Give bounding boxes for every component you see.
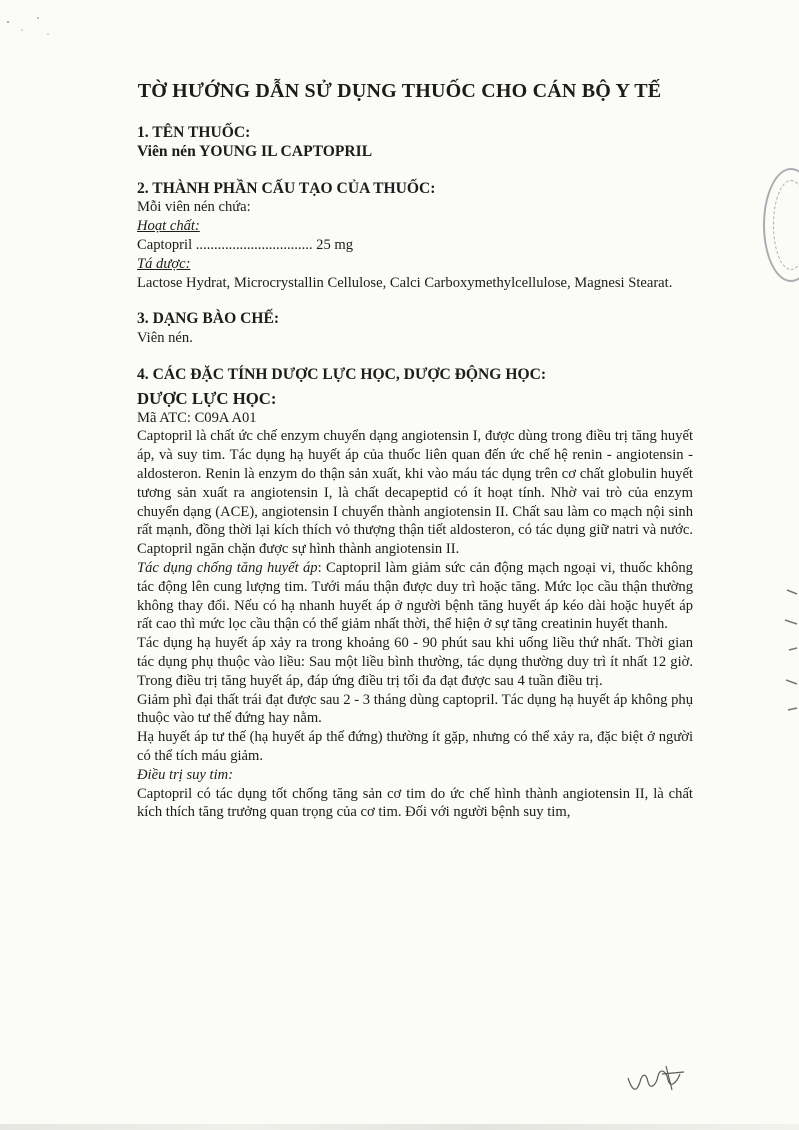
excipient-list: Lactose Hydrat, Microcrystallin Cellulose, Calci Carboxymethylcellulose, Magnesi Stearat. <box>137 274 673 291</box>
section-3-heading: 3. DẠNG BÀO CHẾ: <box>137 310 280 328</box>
official-stamp <box>763 168 799 282</box>
antihypertensive-paragraph <box>137 559 693 634</box>
document-body <box>137 124 693 822</box>
lvh-paragraph: Giảm phì đại thất trái đạt được sau 2 - 3 tháng dùng captopril. Tác dụng hạ huyết áp không phụ thuộc vào tư thế đứng hay nằm. <box>137 691 693 727</box>
heart-failure-label: Điều trị suy tim: <box>137 766 234 783</box>
atc-code: Mã ATC: C09A A01 <box>137 409 257 426</box>
onset-paragraph: Tác dụng hạ huyết áp xảy ra trong khoảng 60 - 90 phút sau khi uống liều thứ nhất. Thời gian tác dụng phụ thuộc vào liều: Sau một liều bình thường, tác dụng thường duy trì ít nhất 12 giờ. Trong điều trị tăng huyết áp, đáp ứng điều trị tối đa đạt được sau 4 tuần điều trị. <box>137 635 693 689</box>
scan-speckle <box>0 0 60 50</box>
page-edge-marks <box>783 580 799 730</box>
section-2-heading: 2. THÀNH PHẦN CẤU TẠO CỦA THUỐC: <box>137 179 436 197</box>
active-ingredient-label: Hoạt chất: <box>137 218 200 235</box>
antihypertensive-label: Tác dụng chống tăng huyết áp <box>137 559 318 576</box>
antihypertensive-text: : Captopril làm giảm sức cản động mạch ngoại vi, thuốc không tác động lên cung lượng tim. Tưới máu thận được duy trì hoặc tăng. Mức lọc cầu thận thường không thay đổi. Nếu có hạ nhanh huyết áp ở người bệnh tăng huyết áp kéo dài hoặc huyết áp rất cao thì mức lọc cầu thận có thể giảm nhất thời, thể hiện ở sự tăng creatinin huyết thanh. <box>137 559 693 633</box>
excipient-label: Tá dược: <box>137 255 191 272</box>
composition-intro: Mỗi viên nén chứa: <box>137 199 251 216</box>
heart-failure-paragraph: Captopril có tác dụng tốt chống tăng sản cơ tim do ức chế hình thành angiotensin II, là chất kích thích tăng trưởng quan trọng của cơ tim. Đối với người bệnh suy tim, <box>137 785 693 821</box>
mechanism-paragraph: Captopril là chất ức chế enzym chuyển dạng angiotensin I, được dùng trong điều trị tăng huyết áp, và suy tim. Tác dụng hạ huyết áp của thuốc liên quan đến ức chế hệ renin - angiotensin - aldosteron. Renin là enzym do thận sản xuất, khi vào máu tác dụng trên cơ chất globulin huyết tương sản xuất ra angiotensin I, là chất decapeptid có ít hoạt tính. Nhờ vai trò của enzym chuyển dạng (ACE), angiotensin I chuyển thành angiotensin II. Chất sau làm co mạch nội sinh rất mạnh, đồng thời lại kích thích vỏ thượng thận tiết aldosteron, có tác dụng giữ natri và nước. Captopril ngăn chặn được sự hình thành angiotensin II. <box>137 428 693 558</box>
product-name: Viên nén YOUNG IL CAPTOPRIL <box>137 142 373 160</box>
dosage-form: Viên nén. <box>137 330 193 347</box>
initials-signature <box>622 1060 692 1100</box>
section-1-heading: 1. TÊN THUỐC: <box>137 124 251 141</box>
scan-bottom-edge <box>0 1124 799 1130</box>
active-ingredient-line: Captopril ................................ 25 mg <box>137 236 354 253</box>
pharmacodynamics-heading: DƯỢC LỰC HỌC: <box>137 388 277 408</box>
document-title: TỜ HƯỚNG DẪN SỬ DỤNG THUỐC CHO CÁN BỘ Y TẾ <box>137 80 662 102</box>
orthostatic-paragraph: Hạ huyết áp tư thế (hạ huyết áp thế đứng) thường ít gặp, nhưng có thể xảy ra, đặc biệt ở người có thể tích máu giảm. <box>137 729 693 764</box>
section-4-heading: 4. CÁC ĐẶC TÍNH DƯỢC LỰC HỌC, DƯỢC ĐỘNG HỌC: <box>137 365 547 383</box>
